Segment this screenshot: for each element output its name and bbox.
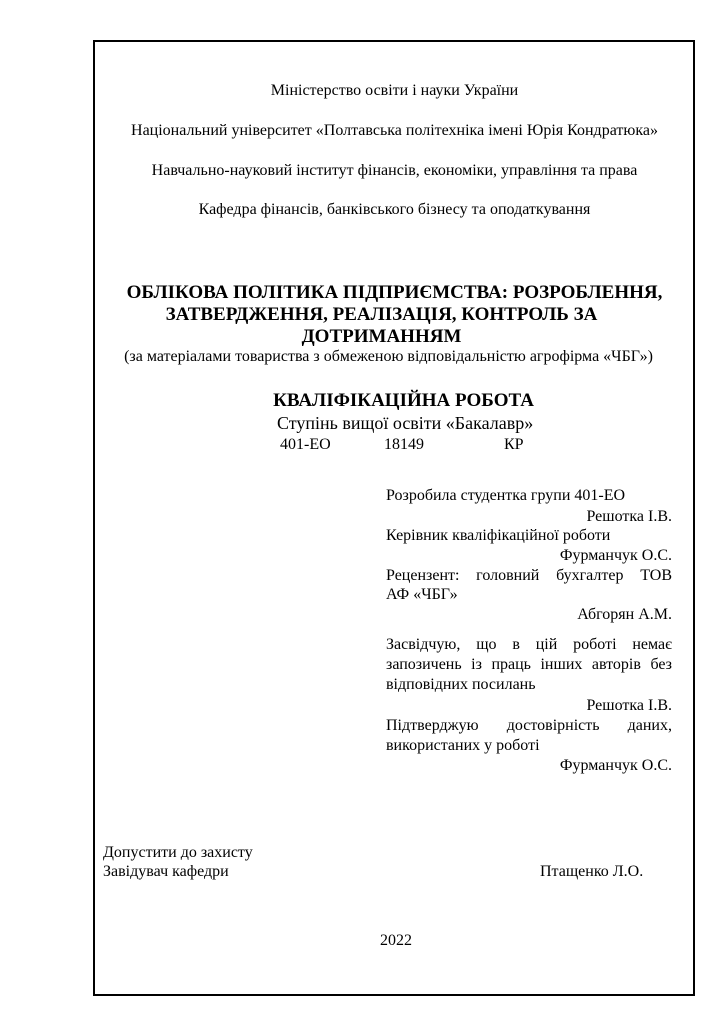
degree: Ступінь вищої освіти «Бакалавр» bbox=[277, 413, 534, 433]
head-label: Завідувач кафедри bbox=[103, 863, 229, 880]
developed-by-label: Розробила студентка групи 401-ЕО bbox=[386, 487, 626, 504]
institute-line: Навчально-науковий інститут фінансів, економіки, управління та права bbox=[151, 162, 638, 179]
reviewer-label-1: Рецензент: головний бухгалтер ТОВ bbox=[386, 567, 672, 584]
group-code: 401-ЕО bbox=[280, 436, 331, 453]
title-line-2: ЗАТВЕРДЖЕННЯ, РЕАЛІЗАЦІЯ, КОНТРОЛЬ ЗА bbox=[165, 304, 598, 325]
supervisor-name: Фурманчук О.С. bbox=[559, 547, 672, 564]
certify-line-2: запозичень із праць інших авторів без bbox=[386, 656, 672, 673]
certify-line-1: Засвідчую, що в цій роботі немає bbox=[386, 636, 672, 653]
supervisor-label: Керівник кваліфікаційної роботи bbox=[386, 527, 611, 544]
reviewer-label-2: АФ «ЧБГ» bbox=[386, 586, 458, 603]
certify-line-3: відповідних посилань bbox=[386, 676, 536, 693]
university-line: Національний університет «Полтавська політехніка імені Юрія Кондратюка» bbox=[131, 122, 658, 139]
title-line-1: ОБЛІКОВА ПОЛІТИКА ПІДПРИЄМСТВА: РОЗРОБЛЕННЯ, bbox=[126, 282, 663, 303]
student-name: Решотка І.В. bbox=[586, 508, 672, 525]
confirm-name: Фурманчук О.С. bbox=[559, 757, 672, 774]
work-code: КР bbox=[504, 436, 524, 453]
confirm-line-2: використаних у роботі bbox=[386, 737, 540, 754]
title-line-3: ДОТРИМАННЯМ bbox=[301, 326, 462, 347]
work-number: 18149 bbox=[384, 436, 424, 453]
year: 2022 bbox=[380, 932, 412, 949]
head-name: Птащенко Л.О. bbox=[540, 863, 644, 880]
reviewer-name: Абгорян А.М. bbox=[577, 606, 672, 623]
department-line: Кафедра фінансів, банківського бізнесу та оподаткування bbox=[198, 201, 591, 218]
work-type: КВАЛІФІКАЦІЙНА РОБОТА bbox=[273, 390, 534, 411]
admit-label: Допустити до захисту bbox=[103, 844, 253, 861]
confirm-line-1: Підтверджую достовірність даних, bbox=[386, 717, 672, 734]
ministry-line: Міністерство освіти і науки України bbox=[270, 82, 519, 99]
certify-name: Решотка І.В. bbox=[586, 697, 672, 714]
title-subtitle: (за матеріалами товариства з обмеженою відповідальністю агрофірма «ЧБГ») bbox=[124, 348, 653, 365]
